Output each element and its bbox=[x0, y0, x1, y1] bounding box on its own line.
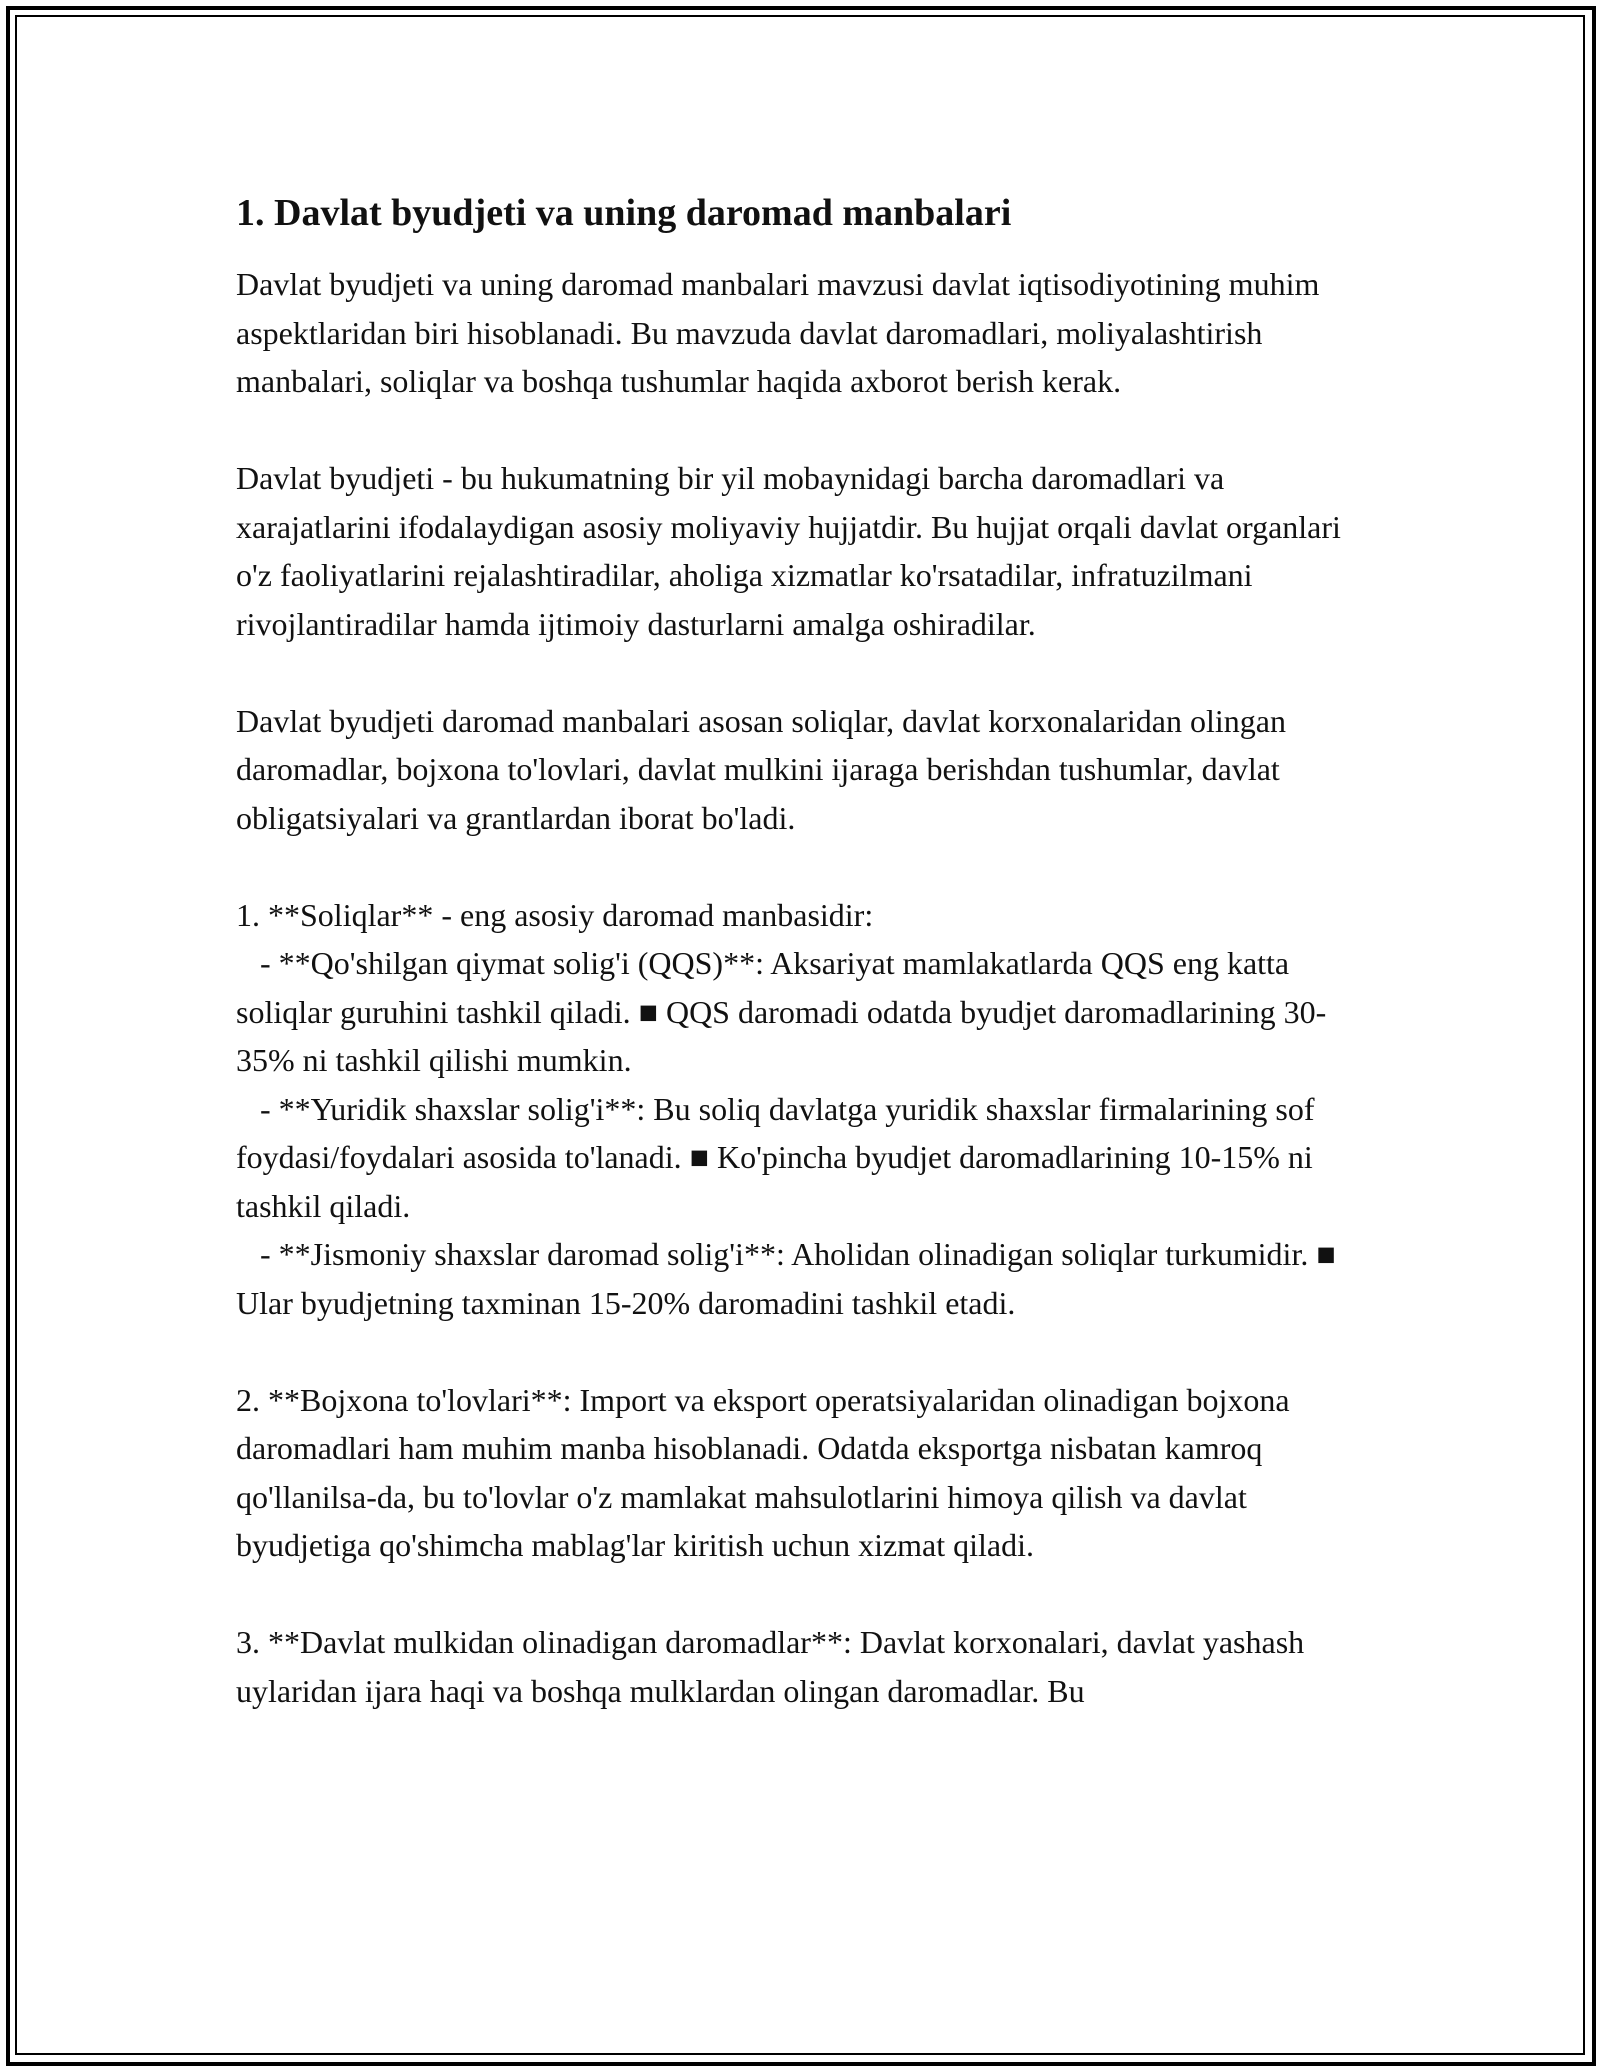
list-item-customs: 2. **Bojxona to'lovlari**: Import va eksport operatsiyalaridan olinadigan bojxona daromadlari ham muhim manba hisoblanadi. Odatda eksportga nisbatan kamroq qo'llanilsa-da, bu to'lovlar o'z mamlakat mahsulotlarini himoya qilish va davlat byudjetiga qo'shimcha mablag'lar kiritish uchun xizmat qiladi. bbox=[236, 1381, 1298, 1563]
paragraph-definition: Davlat byudjeti - bu hukumatning bir yil mobaynidagi barcha daromadlari va xarajatlarini ifodalaydigan asosiy moliyaviy hujjatdir. Bu hujjat orqali davlat organlari o'z faoliyatlarini rejalashtiradilar, aholiga xizmatlar ko'rsatadilar, infratuzilmani rivojlantiradilar hamda ijtimoiy dasturlarni amalga oshiradilar. bbox=[236, 460, 1349, 642]
section-heading: 1. Davlat byudjeti va uning daromad manbalari bbox=[236, 192, 1012, 234]
paragraph-revenue-sources: Davlat byudjeti daromad manbalari asosan soliqlar, davlat korxonalaridan olingan daromadlar, bojxona to'lovlari, davlat mulkini ijaraga berishdan tushumlar, davlat obligatsiyalari va grantlardan iborat bo'ladi. bbox=[236, 702, 1294, 836]
list-item-state-property: 3. **Davlat mulkidan olinadigan daromadlar**: Davlat korxonalari, davlat yashash uylaridan ijara haqi va boshqa mulklardan olingan daromadlar. Bu bbox=[236, 1624, 1313, 1709]
paragraph-intro: Davlat byudjeti va uning daromad manbalari mavzusi davlat iqtisodiyotining muhim aspektlaridan biri hisoblanadi. Bu mavzuda davlat daromadlari, moliyalashtirish manbalari, soliqlar va boshqa tushumlar haqida axborot berish kerak. bbox=[236, 266, 1328, 399]
document-body bbox=[236, 188, 1376, 1715]
list-item-taxes: 1. **Soliqlar** - eng asosiy daromad manbasidir: - **Qo'shilgan qiymat solig'i (QQS)**: Aksariyat mamlakatlarda QQS eng katta soliqlar guruhini tashkil qiladi. ■ QQS daromadi odatda byudjet daromadlarining 30-35% ni tashkil qilishi mumkin. - **Yuridik shaxslar solig'i**: Bu soliq davlatga yuridik shaxslar firmalarining sof foydasi/foydalari asosida to'lanadi. ■ Ko'pincha byudjet daromadlarining 10-15% ni tashkil qiladi. - **Jismoniy shaxslar daromad solig'i**: Aholidan olinadigan soliqlar turkumidir. ■ Ular byudjetning taxminan 15-20% daromadini tashkil etadi. bbox=[236, 896, 1336, 1321]
